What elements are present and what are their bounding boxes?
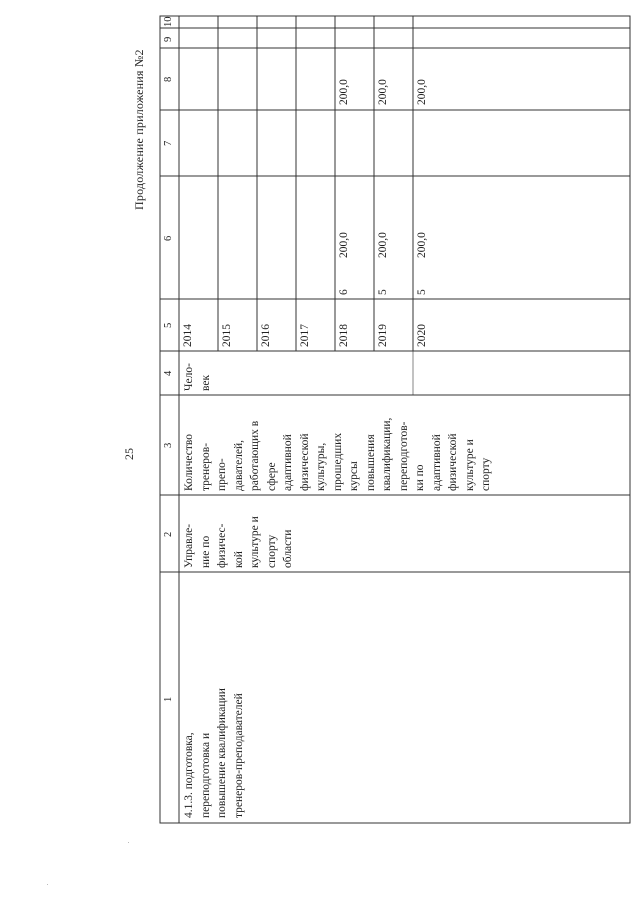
value-2018-col6: 200,0 [338, 232, 350, 258]
appendix-continuation-note: Продолжение приложения №2 [132, 49, 146, 210]
year-2020: 2020 [416, 324, 428, 347]
col-number-3: 3 [163, 442, 174, 448]
col-number-5: 5 [163, 322, 174, 328]
year-2016: 2016 [260, 324, 272, 347]
year-2019: 2019 [377, 324, 389, 347]
value-2020-col6: 200,0 [416, 232, 428, 258]
col-number-9: 9 [163, 36, 174, 42]
col-number-6: 6 [163, 235, 174, 241]
value-2019-col5: 5 [377, 289, 389, 295]
col-number-7: 7 [163, 140, 174, 146]
indicator-cell: Количество тренеров- препо- давателей, работающих в сфере адаптивной физической культуры, прошедших курсы повышения квалификации, переподготов- ки по адаптивной физической культуре и спорту [183, 417, 492, 491]
year-2017: 2017 [299, 324, 311, 347]
unit-cell: Чело- век [183, 363, 212, 391]
value-2020-col5: 5 [416, 289, 428, 295]
year-2018: 2018 [338, 324, 350, 347]
executor-cell: Управле- ние по физичес- кой культуре и спорту области [183, 516, 294, 568]
data-table [160, 16, 630, 823]
year-2015: 2015 [221, 324, 233, 347]
year-2014: 2014 [182, 324, 194, 347]
col-number-2: 2 [163, 531, 174, 537]
scan-speck [128, 842, 129, 843]
value-2020-col8: 200,0 [416, 79, 428, 105]
value-2018-col5: 6 [338, 289, 350, 295]
value-2019-col8: 200,0 [377, 79, 389, 105]
col-number-1: 1 [163, 696, 174, 702]
col-number-4: 4 [163, 370, 174, 376]
col-number-10: 10 [163, 16, 174, 27]
col-number-8: 8 [163, 76, 174, 82]
value-2019-col6: 200,0 [377, 232, 389, 258]
value-2018-col8: 200,0 [338, 79, 350, 105]
scan-speck [47, 884, 48, 885]
page-number: 25 [122, 448, 136, 460]
measure-cell: 4.1.3. подготовка, переподготовка и повышение квалификации тренеров-преподавателей [183, 688, 245, 818]
